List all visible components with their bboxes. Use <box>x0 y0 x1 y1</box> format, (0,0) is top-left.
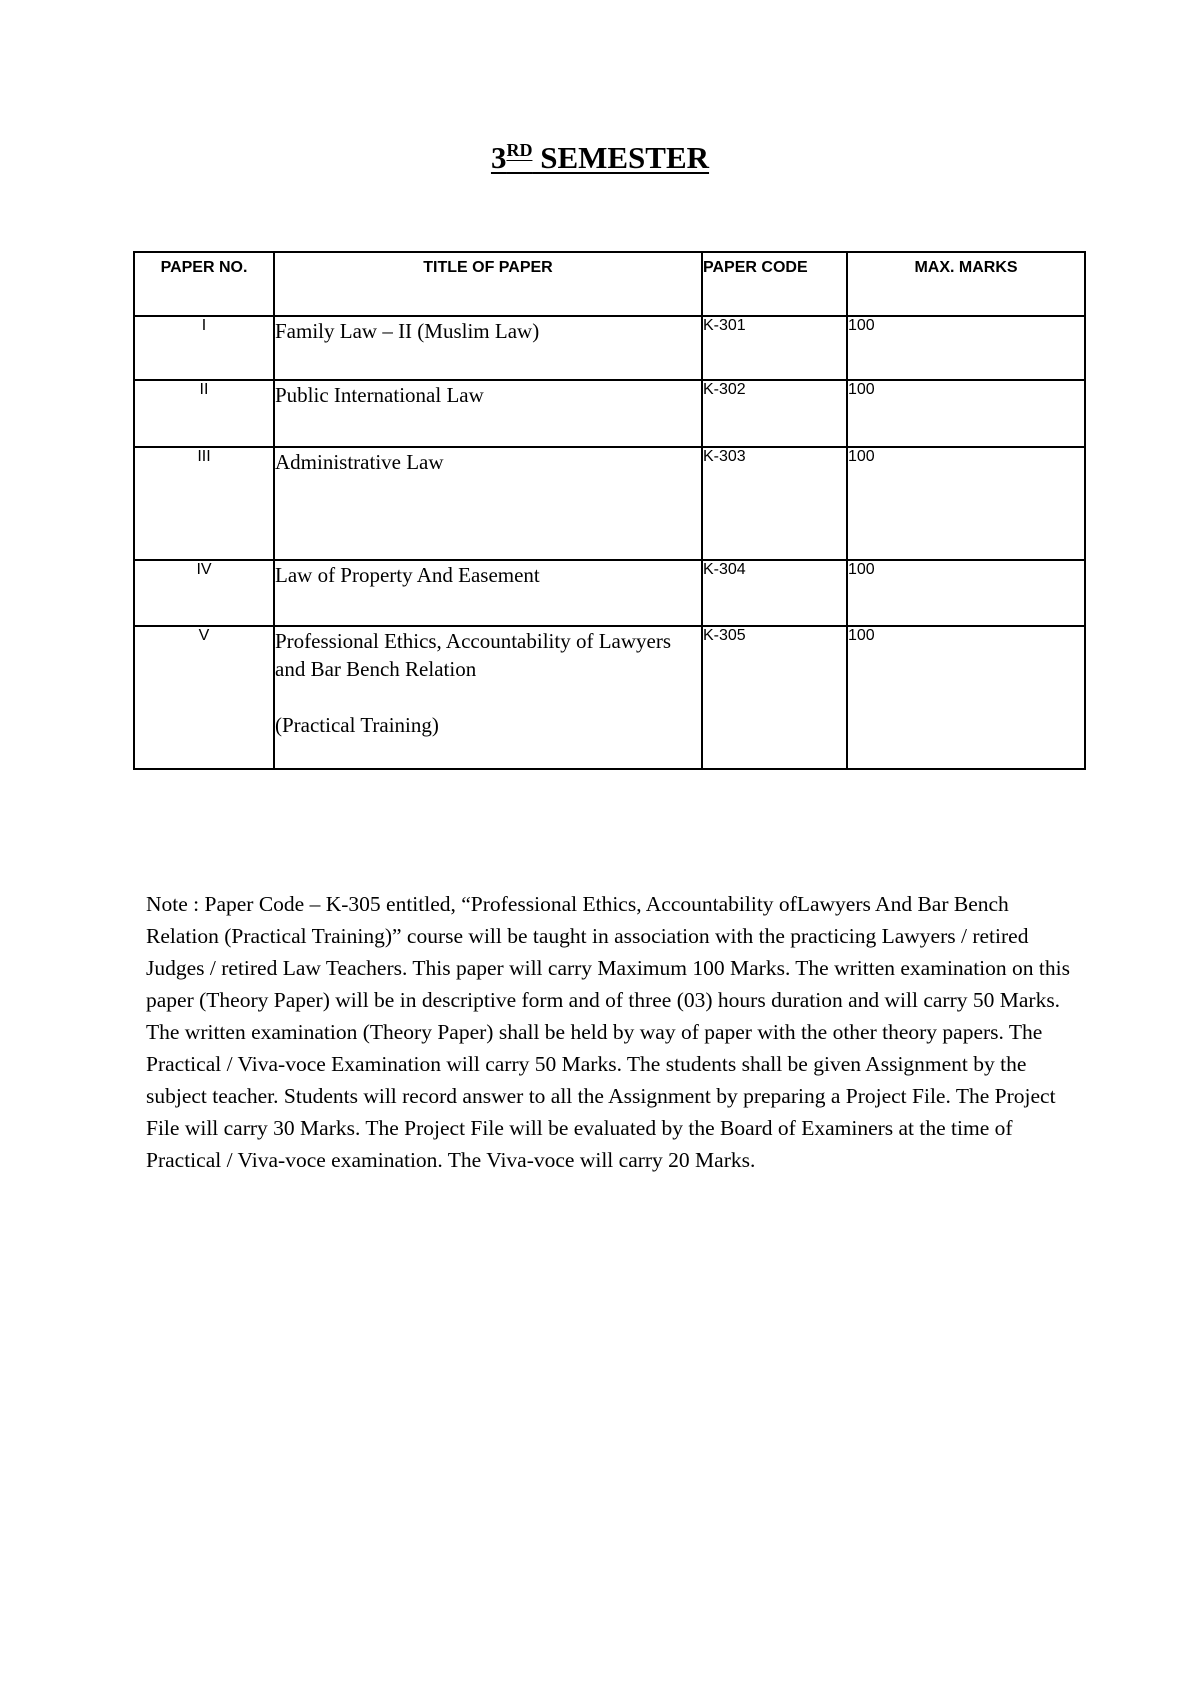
table-row <box>134 626 1085 769</box>
cell-title-text: Public International Law <box>275 383 484 407</box>
table-row <box>134 380 1085 447</box>
cell-title-text: Professional Ethics, Accountability of Lawyers and Bar Bench Relation <box>275 629 671 681</box>
header-paper-no: PAPER NO. <box>134 252 274 316</box>
cell-max-marks: 100 <box>847 316 1085 380</box>
cell-title <box>274 560 702 626</box>
header-max-marks: MAX. MARKS <box>847 252 1085 316</box>
table-row <box>134 447 1085 560</box>
cell-max-marks: 100 <box>847 380 1085 447</box>
cell-max-marks: 100 <box>847 560 1085 626</box>
cell-title-text: Law of Property And Easement <box>275 563 540 587</box>
cell-max-marks: 100 <box>847 626 1085 769</box>
cell-paper-code: K-303 <box>702 447 847 560</box>
cell-title-text: Administrative Law <box>275 450 444 474</box>
cell-paper-no: II <box>134 380 274 447</box>
cell-paper-no: I <box>134 316 274 380</box>
cell-title <box>274 316 702 380</box>
page-title <box>0 140 1200 176</box>
table-row <box>134 316 1085 380</box>
cell-paper-no: V <box>134 626 274 769</box>
papers-table <box>133 251 1086 770</box>
cell-max-marks: 100 <box>847 447 1085 560</box>
cell-title <box>274 626 702 769</box>
header-paper-code: PAPER CODE <box>702 252 847 316</box>
cell-title <box>274 447 702 560</box>
cell-title-subtext: (Practical Training) <box>275 713 439 737</box>
table-row <box>134 560 1085 626</box>
title-word: SEMESTER <box>532 140 710 175</box>
title-superscript: RD <box>506 140 533 160</box>
note-paragraph: Note : Paper Code – K-305 entitled, “Professional Ethics, Accountability ofLawyers And Bar Bench Relation (Practical Training)” course will be taught in association with the practicing Lawyers / retired Judges / retired Law Teachers. This paper will carry Maximum 100 Marks. The written examination on this paper (Theory Paper) will be in descriptive form and of three (03) hours duration and will carry 50 Marks. The written examination (Theory Paper) shall be held by way of paper with the other theory papers. The Practical / Viva-voce Examination will carry 50 Marks. The students shall be given Assignment by the subject teacher. Students will record answer to all the Assignment by preparing a Project File. The Project File will carry 30 Marks. The Project File will be evaluated by the Board of Examiners at the time of Practical / Viva-voce examination. The Viva-voce will carry 20 Marks. <box>146 892 1070 1172</box>
cell-paper-code: K-301 <box>702 316 847 380</box>
cell-paper-code: K-302 <box>702 380 847 447</box>
title-number: 3 <box>490 140 507 175</box>
header-title: TITLE OF PAPER <box>274 252 702 316</box>
table-header-row <box>134 252 1085 316</box>
cell-title <box>274 380 702 447</box>
page-title-text <box>491 140 709 175</box>
cell-title-text: Family Law – II (Muslim Law) <box>275 319 540 343</box>
cell-paper-no: III <box>134 447 274 560</box>
cell-paper-code: K-304 <box>702 560 847 626</box>
cell-paper-no: IV <box>134 560 274 626</box>
cell-paper-code: K-305 <box>702 626 847 769</box>
